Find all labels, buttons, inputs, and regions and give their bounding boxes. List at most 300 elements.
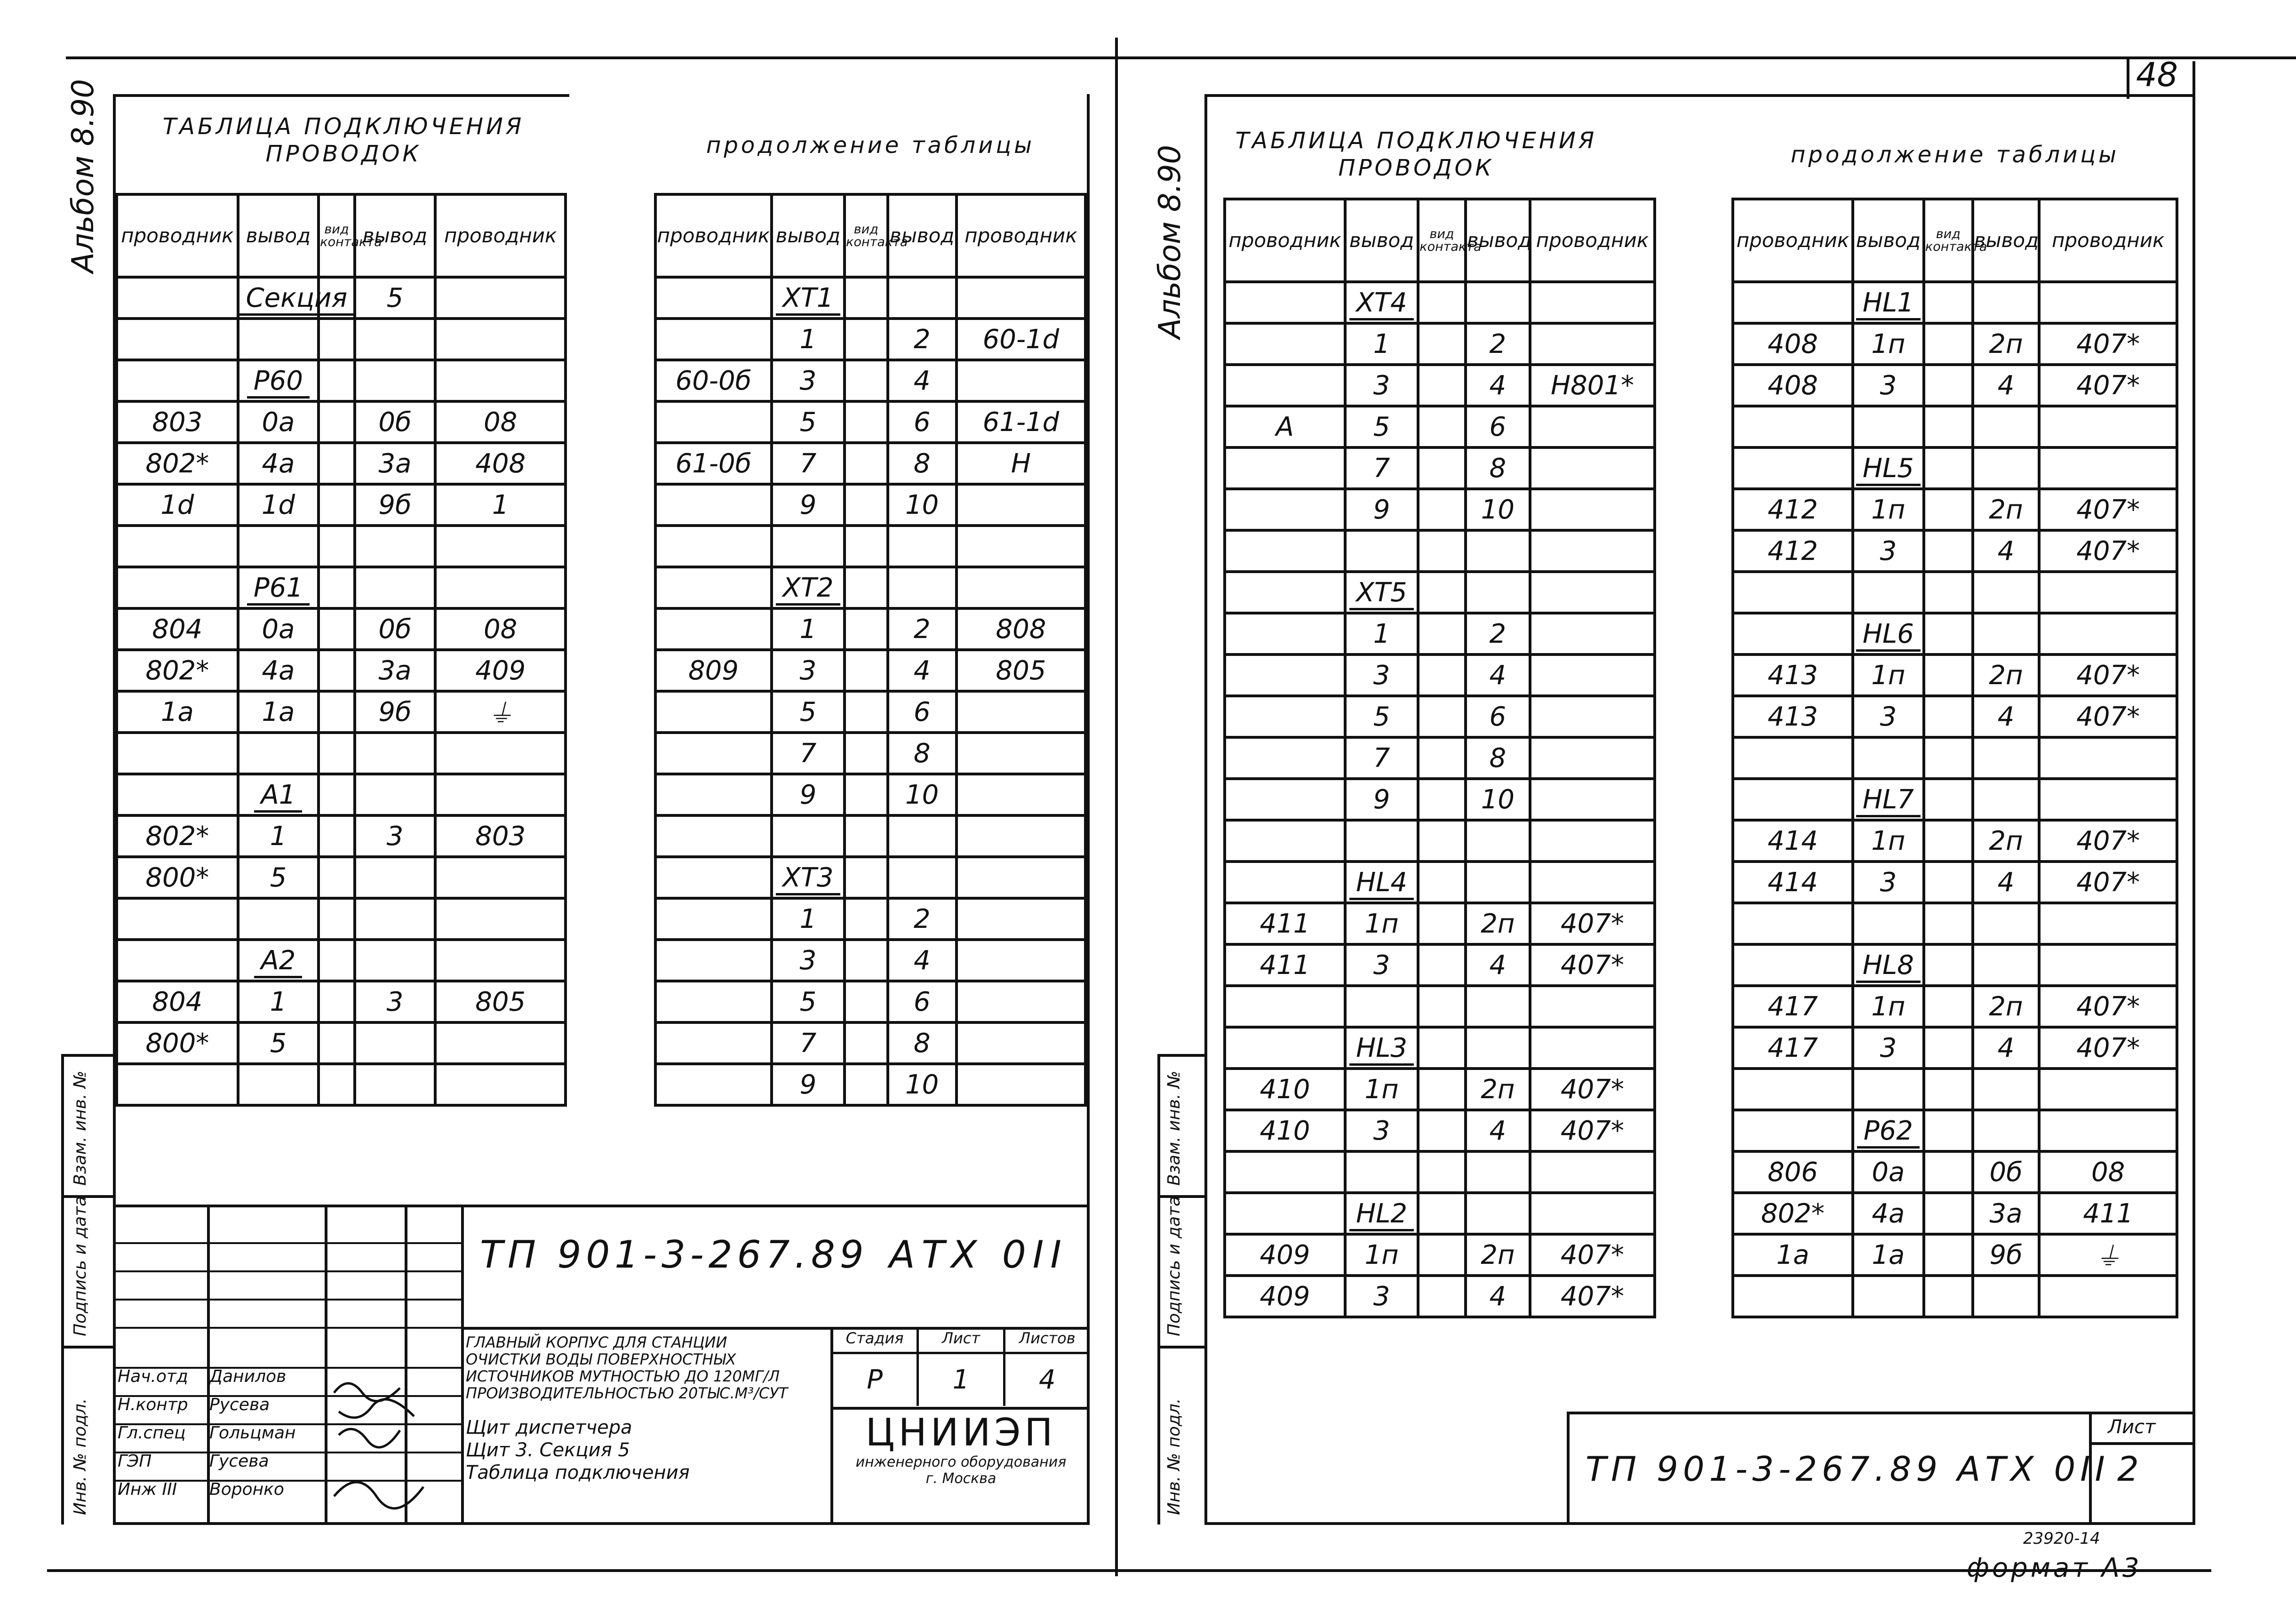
table-cell (845, 526, 887, 567)
table-cell (355, 815, 436, 857)
table-cell (117, 981, 238, 1022)
table-row (655, 360, 1085, 401)
table-row (1225, 654, 1655, 696)
table-cell (1973, 696, 2040, 737)
cell-text: 9 (1373, 494, 1390, 525)
role: ГЭП (118, 1452, 152, 1471)
table-cell (1345, 365, 1418, 406)
table-cell (2039, 944, 2177, 986)
page-number: 48 (2136, 56, 2178, 94)
table-cell (1345, 282, 1418, 323)
table-cell (1733, 613, 1853, 654)
table-cell (1530, 820, 1655, 862)
table-cell (957, 277, 1085, 319)
table-cell (772, 815, 845, 857)
table-cell (319, 484, 354, 526)
table-cell (1466, 986, 1530, 1027)
table-cell (1345, 903, 1418, 944)
cell-text: 3а (1989, 1198, 2023, 1229)
table-cell (1418, 1276, 1466, 1317)
margin-line (1157, 1346, 1204, 1349)
table-cell (319, 774, 354, 815)
table-row (1733, 696, 2177, 737)
table-cell (1530, 1276, 1655, 1317)
table-cell (1530, 613, 1655, 654)
table-cell (1466, 613, 1530, 654)
table-row (117, 898, 566, 940)
table-cell (1345, 1027, 1418, 1069)
cell-text: НL4 (1349, 867, 1414, 900)
table-cell (772, 940, 845, 981)
table-cell (1733, 572, 1853, 613)
table-cell (319, 319, 354, 360)
table-cell (772, 857, 845, 898)
table-row (1733, 1276, 2177, 1317)
cell-text: 407* (2076, 370, 2140, 401)
table-row (1733, 654, 2177, 696)
table-row (1733, 489, 2177, 530)
table-row (1225, 406, 1655, 447)
table-cell (1466, 1151, 1530, 1193)
table-cell (1853, 613, 1924, 654)
table-cell (1418, 820, 1466, 862)
table-cell (1853, 406, 1924, 447)
table-cell (1418, 903, 1466, 944)
header-cell: вывод (1345, 199, 1418, 282)
table-cell (1530, 986, 1655, 1027)
cell-text: 5 (270, 1028, 287, 1059)
table-cell (1733, 1069, 1853, 1110)
table-cell (435, 567, 566, 608)
table-cell (355, 526, 436, 567)
table-row (1225, 1069, 1655, 1110)
table-cell (1530, 696, 1655, 737)
table-cell (319, 567, 354, 608)
table-cell (1345, 654, 1418, 696)
table-cell (238, 650, 319, 691)
table-cell (238, 319, 319, 360)
table-cell (319, 650, 354, 691)
cell-text: 4 (1489, 370, 1507, 401)
table-cell (655, 940, 772, 981)
top-border (66, 56, 2296, 59)
table-cell (1418, 365, 1466, 406)
table-cell (1733, 862, 1853, 903)
cell-text: 407* (2076, 535, 2140, 567)
cell-text: 414 (1767, 825, 1818, 856)
cell-text: 3 (799, 365, 817, 396)
cell-text: 800* (145, 1028, 209, 1059)
table-row (117, 526, 566, 567)
sheet-label: Лист (919, 1329, 1005, 1352)
header-cell: проводник (1530, 199, 1655, 282)
table-row (655, 277, 1085, 319)
cell-text: 804 (152, 986, 203, 1017)
table-cell (117, 940, 238, 981)
table-row (1225, 944, 1655, 986)
table-cell (1225, 282, 1345, 323)
table-cell (1530, 1069, 1655, 1110)
table-cell (355, 443, 436, 484)
table-row (1225, 820, 1655, 862)
table-row (1225, 323, 1655, 365)
cell-text: 411 (1260, 950, 1310, 981)
table-cell (435, 1022, 566, 1064)
table-cell (772, 650, 845, 691)
table-cell (2039, 530, 2177, 572)
table-cell (1345, 323, 1418, 365)
table-cell (1924, 489, 1973, 530)
table-row (117, 774, 566, 815)
table-cell (435, 733, 566, 774)
cell-text: 6 (913, 407, 931, 438)
header-cell: проводник (117, 194, 238, 277)
cell-text: 4 (1489, 660, 1507, 691)
table-cell (655, 650, 772, 691)
header-cell: проводник (1733, 199, 1853, 282)
stamp-mid-line2 (830, 1407, 1089, 1410)
header-cell: вывод (355, 194, 436, 277)
cell-text: 5 (1373, 701, 1390, 732)
sheets-value: 4 (1039, 1365, 1056, 1395)
table-cell (1225, 903, 1345, 944)
cell-text: 413 (1767, 701, 1818, 732)
table-cell (1733, 365, 1853, 406)
table-cell (1418, 613, 1466, 654)
header-cell: вид контакта (1924, 199, 1973, 282)
table-cell (772, 360, 845, 401)
table-cell (2039, 406, 2177, 447)
table-row (1225, 282, 1655, 323)
organization-city: г. Москва (925, 1470, 997, 1487)
cell-text: 409 (475, 655, 526, 686)
table-cell (355, 940, 436, 981)
table-row (1225, 862, 1655, 903)
table-cell (957, 1064, 1085, 1105)
table-cell (845, 608, 887, 650)
table-cell (1418, 1027, 1466, 1069)
table-cell (435, 857, 566, 898)
table-cell (319, 981, 354, 1022)
table-cell (1530, 406, 1655, 447)
table-cell (117, 401, 238, 443)
table-cell (655, 733, 772, 774)
cell-text: 407* (2076, 494, 2140, 525)
table-cell (1530, 1027, 1655, 1069)
role: Гл.спец (118, 1423, 186, 1443)
cell-text: 2п (1481, 1239, 1515, 1270)
stamp-col4 (461, 1205, 464, 1524)
cell-text: ХТ3 (776, 862, 840, 895)
table-cell (1973, 323, 2040, 365)
table-row (655, 484, 1085, 526)
table-row (1733, 903, 2177, 944)
table-cell (1530, 572, 1655, 613)
signature-row (118, 1423, 327, 1452)
table-cell (1530, 654, 1655, 696)
table-cell (2039, 1151, 2177, 1193)
cell-text: Р60 (247, 366, 310, 399)
table-row (1733, 986, 2177, 1027)
project-title-line: ПРОИЗВОДИТЕЛЬНОСТЬЮ 20ТЫС.М³/СУТ (466, 1384, 788, 1402)
cell-text: 3 (1880, 370, 1897, 401)
table-cell (1466, 862, 1530, 903)
cell-text: 1а (1776, 1239, 1810, 1270)
table-row (1733, 447, 2177, 489)
cell-text: 1п (1871, 328, 1905, 359)
table-cell (1924, 737, 1973, 779)
table-cell (772, 898, 845, 940)
table-cell (772, 981, 845, 1022)
table-cell (1924, 1110, 1973, 1151)
album-label-right: Альбом 8.90 (1153, 144, 1188, 339)
cell-text: 2п (1989, 825, 2023, 856)
table-cell (1973, 986, 2040, 1027)
cell-text: 407* (1561, 1239, 1624, 1270)
table-cell (117, 1064, 238, 1105)
table-cell (845, 277, 887, 319)
sheet-code: АТХ 0II (889, 1233, 1068, 1277)
right-connection-table (1223, 198, 1656, 1318)
person: Данилов (209, 1367, 287, 1386)
header-cell: вывод (238, 194, 319, 277)
table-cell (655, 401, 772, 443)
table-row (1225, 613, 1655, 654)
table-cell (845, 484, 887, 526)
table-cell (1733, 1151, 1853, 1193)
table-row (1733, 1193, 2177, 1234)
table-cell (1924, 406, 1973, 447)
margin-line (61, 1346, 115, 1349)
cell-text: 10 (1481, 494, 1515, 525)
table-cell (2039, 654, 2177, 696)
table-cell (1853, 1234, 1924, 1276)
cell-text: 412 (1767, 494, 1818, 525)
table-cell (1418, 737, 1466, 779)
table-row (117, 277, 566, 319)
cell-text: Секция (239, 283, 354, 316)
table-row (655, 774, 1085, 815)
table-cell (117, 360, 238, 401)
table-cell (1418, 323, 1466, 365)
drawing-title-line: Щит 3. Секция 5 (466, 1439, 630, 1461)
table-cell (845, 319, 887, 360)
person: Гусева (209, 1452, 269, 1471)
cell-text: 0а (262, 614, 295, 645)
table-cell (1345, 406, 1418, 447)
table-cell (1466, 406, 1530, 447)
cell-text: 1 (799, 324, 817, 355)
sheet-value: 2 (2117, 1449, 2139, 1489)
table-row (1733, 1069, 2177, 1110)
table-cell (957, 567, 1085, 608)
table-cell (1973, 862, 2040, 903)
cell-text: Р62 (1857, 1116, 1920, 1149)
cell-text: 4а (1872, 1198, 1905, 1229)
table-cell (1466, 1193, 1530, 1234)
table-cell (1973, 365, 2040, 406)
cell-text: 4 (1489, 1115, 1507, 1146)
table-cell (1418, 406, 1466, 447)
cell-text: НL8 (1856, 950, 1921, 983)
table-cell (435, 981, 566, 1022)
table-cell (435, 774, 566, 815)
left-cont-title: продолжение таблицы (706, 132, 1035, 159)
cell-text: 2 (1489, 328, 1507, 359)
cell-text: 4 (1997, 370, 2015, 401)
table-row (1225, 986, 1655, 1027)
cell-text: 8 (913, 448, 931, 479)
table-row (1733, 530, 2177, 572)
table-row (1225, 1027, 1655, 1069)
header-cell: проводник (435, 194, 566, 277)
table-cell (957, 484, 1085, 526)
cell-text: 417 (1767, 1032, 1818, 1063)
table-cell (2039, 1110, 2177, 1151)
cell-text: 4 (913, 655, 931, 686)
table-cell (1225, 323, 1345, 365)
table-cell (1924, 986, 1973, 1027)
cell-text: 805 (475, 986, 526, 1017)
cell-text: 802* (145, 448, 209, 479)
stamp-top-line (115, 1205, 1089, 1207)
cell-text: 4 (1997, 535, 2015, 567)
table-cell (888, 608, 957, 650)
project-title-line: ГЛАВНЫЙ КОРПУС ДЛЯ СТАНЦИИ (466, 1333, 727, 1351)
table-cell (117, 443, 238, 484)
table-cell (1345, 1110, 1418, 1151)
table-cell (1973, 1193, 2040, 1234)
table-cell (1973, 779, 2040, 820)
table-cell (435, 443, 566, 484)
table-row (1733, 1151, 2177, 1193)
table-cell (1225, 1234, 1345, 1276)
table-cell (655, 567, 772, 608)
cell-text: 1а (1872, 1239, 1905, 1270)
table-cell (319, 401, 354, 443)
table-cell (319, 691, 354, 733)
table-cell (845, 898, 887, 940)
cell-text: 7 (1373, 453, 1390, 484)
cell-text: 08 (484, 407, 518, 438)
signature-row (118, 1452, 327, 1480)
table-cell (1225, 1110, 1345, 1151)
table-row (1225, 903, 1655, 944)
table-cell (117, 608, 238, 650)
role: Инж III (118, 1480, 177, 1499)
table-row (117, 319, 566, 360)
cell-text: ХТ2 (776, 573, 840, 606)
table-cell (435, 277, 566, 319)
table-cell (1853, 323, 1924, 365)
table-cell (772, 1064, 845, 1105)
cell-text: 4 (913, 365, 931, 396)
table-cell (1924, 1193, 1973, 1234)
table-cell (2039, 903, 2177, 944)
table-cell (1853, 282, 1924, 323)
table-cell (1466, 820, 1530, 862)
table-cell (772, 277, 845, 319)
person: Гольцман (209, 1423, 296, 1443)
table-cell (1733, 1276, 1853, 1317)
table-cell (1225, 779, 1345, 820)
cell-text: 3 (1373, 1281, 1390, 1312)
table-row (1225, 779, 1655, 820)
project-title-line: ИСТОЧНИКОВ МУТНОСТЬЮ ДО 120МГ/Л (466, 1367, 780, 1385)
table-row (117, 443, 566, 484)
table-row (117, 1022, 566, 1064)
cell-text: 806 (1767, 1157, 1818, 1188)
table-row (655, 815, 1085, 857)
drawing-title (466, 1416, 690, 1484)
table-cell (355, 319, 436, 360)
header-cell: вид контакта (1418, 199, 1466, 282)
center-divider (1115, 38, 1118, 1576)
cell-text: ХТ1 (776, 283, 840, 316)
cell-text: 60-1d (982, 324, 1060, 355)
person: Русева (209, 1395, 270, 1414)
table-cell (772, 401, 845, 443)
table-row (117, 857, 566, 898)
table-cell (1733, 530, 1853, 572)
cell-text: 407* (2076, 991, 2140, 1022)
table-cell (1733, 986, 1853, 1027)
table-cell (888, 319, 957, 360)
table-cell (117, 484, 238, 526)
cell-text: 407* (2076, 660, 2140, 691)
cell-text: 7 (799, 738, 817, 769)
cell-text: 4 (1489, 950, 1507, 981)
table-cell (355, 774, 436, 815)
cell-text: НL1 (1856, 287, 1921, 320)
stamp-row-line (115, 1299, 461, 1301)
table-cell (957, 443, 1085, 484)
cell-text: 411 (2083, 1198, 2134, 1229)
table-row (1225, 1110, 1655, 1151)
table-cell (1733, 1193, 1853, 1234)
cell-text: 9б (378, 489, 412, 520)
table-cell (1853, 779, 1924, 820)
table-cell (238, 815, 319, 857)
cell-text: 407* (1561, 1115, 1624, 1146)
album-label-left: Альбом 8.90 (66, 79, 101, 273)
table-cell (1418, 489, 1466, 530)
signature-row (118, 1480, 327, 1508)
table-cell (1853, 489, 1924, 530)
cell-text: 1п (1364, 1239, 1399, 1270)
table-cell (1530, 530, 1655, 572)
table-cell (888, 443, 957, 484)
table-cell (1924, 654, 1973, 696)
cell-text: 5 (270, 862, 287, 893)
cell-text: 1 (799, 614, 817, 645)
table-row (117, 484, 566, 526)
table-cell (772, 526, 845, 567)
cell-text: 4а (262, 655, 295, 686)
table-cell (238, 608, 319, 650)
table-row (655, 319, 1085, 360)
table-row (1733, 737, 2177, 779)
table-cell (1345, 820, 1418, 862)
table-cell (1418, 862, 1466, 903)
table-cell (117, 650, 238, 691)
table-cell (888, 277, 957, 319)
table-cell (1924, 779, 1973, 820)
cell-text: 7 (799, 1028, 817, 1059)
table-cell (1853, 365, 1924, 406)
header-cell: вывод (772, 194, 845, 277)
cell-text: 1п (1871, 494, 1905, 525)
